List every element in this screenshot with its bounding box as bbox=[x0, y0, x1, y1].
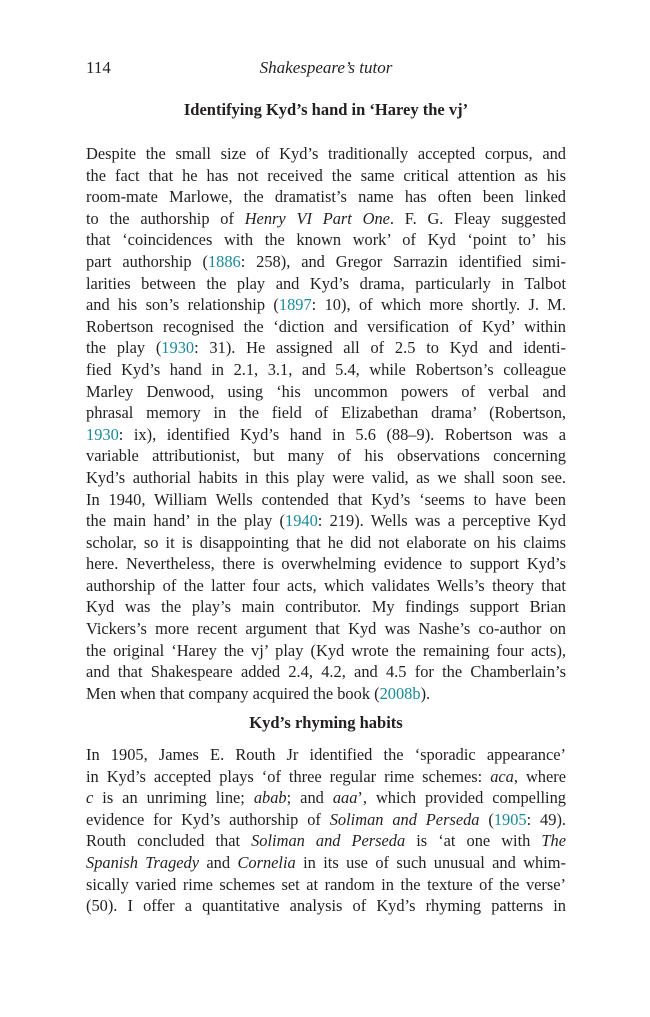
text-line: the original ‘Harey the vj’ play (Kyd wrote the remaining four acts), bbox=[86, 640, 566, 660]
text-line: here. Nevertheless, there is overwhelming evidence to support Kyd’s bbox=[86, 554, 566, 574]
running-head bbox=[86, 58, 566, 80]
citation-link[interactable]: 1930 bbox=[161, 338, 195, 358]
body-paragraph-1 bbox=[86, 143, 566, 704]
text-line: In 1940, William Wells contended that Kyd’s ‘seems to have been bbox=[86, 489, 566, 509]
italic-title: Soliman and Perseda bbox=[329, 809, 480, 829]
citation-link[interactable]: 2008b bbox=[379, 683, 421, 703]
text-line: and his son’s relationship (1897: 10), of which more shortly. J. M. bbox=[86, 295, 566, 315]
text-line: and that Shakespeare added 2.4, 4.2, and 4.5 for the Chamberlain’s bbox=[86, 662, 566, 682]
text-line: to the authorship of Henry VI Part One. F. G. Fleay suggested bbox=[86, 208, 567, 228]
italic-title: aca bbox=[490, 766, 514, 786]
text-line: fied Kyd’s hand in 2.1, 3.1, and 5.4, while Robertson’s colleague bbox=[86, 359, 566, 379]
text-line: Vickers’s more recent argument that Kyd was Nashe’s co-author on bbox=[86, 619, 566, 639]
text-line: Robertson recognised the ‘diction and versification of Kyd’ within bbox=[86, 316, 566, 336]
italic-title: abab bbox=[253, 788, 287, 808]
italic-title: Henry VI Part One bbox=[244, 208, 390, 228]
text-line: the main hand’ in the play (1940: 219). Wells was a perceptive Kyd bbox=[86, 511, 566, 531]
italic-title: Soliman and Perseda bbox=[251, 831, 406, 851]
text-line: the play (1930: 31). He assigned all of 2.5 to Kyd and identi- bbox=[86, 338, 566, 358]
text-line: c is an unriming line; abab; and aaa’, which provided compelling bbox=[86, 788, 566, 808]
running-title: Shakespeare’s tutor bbox=[259, 58, 393, 77]
section-heading-kyds-rhyming-habits: Kyd’s rhyming habits bbox=[249, 713, 403, 732]
italic-title: Cornelia bbox=[237, 852, 296, 872]
text-line: Despite the small size of Kyd’s traditionally accepted corpus, and bbox=[86, 144, 566, 163]
text-line: Men when that company acquired the book (2008b). bbox=[86, 683, 431, 703]
text-line: Spanish Tragedy and Cornelia in its use of such unusual and whim- bbox=[86, 852, 566, 872]
text-line: the fact that he has not received the same critical attention as his bbox=[86, 165, 566, 185]
text-line: room-mate Marlowe, the dramatist’s name has often been linked bbox=[86, 187, 566, 207]
italic-title: Spanish Tragedy bbox=[86, 852, 200, 872]
page-number: 114 bbox=[86, 58, 111, 77]
citation-link[interactable]: 1905 bbox=[493, 809, 527, 829]
citation-link[interactable]: 1897 bbox=[278, 295, 312, 315]
text-line: variable attributionist, but many of his observations concerning bbox=[86, 446, 566, 466]
text-line: Marley Denwood, using ‘his uncommon powers of verbal and bbox=[86, 381, 566, 401]
text-line: sically varied rime schemes set at random in the texture of the verse’ bbox=[86, 874, 566, 894]
italic-title: aaa bbox=[332, 788, 358, 808]
body-paragraph-2 bbox=[86, 744, 566, 917]
citation-link[interactable]: 1886 bbox=[207, 251, 241, 271]
text-line: Kyd was the play’s main contributor. My findings support Brian bbox=[86, 597, 566, 617]
italic-title: The bbox=[541, 831, 566, 851]
section-heading-identifying-kyds-hand: Identifying Kyd’s hand in ‘Harey the vj’ bbox=[183, 100, 469, 119]
text-line: In 1905, James E. Routh Jr identified the ‘sporadic appearance’ bbox=[86, 745, 566, 764]
citation-link[interactable]: 1930 bbox=[86, 424, 119, 444]
italic-title: c bbox=[86, 788, 94, 808]
text-line: phrasal memory in the field of Elizabethan drama’ (Robertson, bbox=[86, 403, 566, 423]
text-line: part authorship (1886: 258), and Gregor Sarrazin identified simi- bbox=[86, 251, 566, 271]
text-line: scholar, so it is disappointing that he did not elaborate on his claims bbox=[86, 532, 566, 552]
text-line: (50). I offer a quantitative analysis of Kyd’s rhyming patterns in bbox=[86, 896, 566, 916]
text-line: evidence for Kyd’s authorship of Soliman and Perseda (1905: 49). bbox=[86, 809, 566, 829]
text-line: larities between the play and Kyd’s drama, particularly in Talbot bbox=[86, 273, 566, 293]
citation-link[interactable]: 1940 bbox=[285, 511, 318, 531]
text-line: authorship of the latter four acts, which validates Wells’s theory that bbox=[86, 575, 566, 595]
text-line: that ‘coincidences with the known work’ of Kyd ‘point to’ his bbox=[86, 230, 566, 250]
text-line: 1930: ix), identified Kyd’s hand in 5.6 (88–9). Robertson was a bbox=[86, 424, 566, 444]
text-line: in Kyd’s accepted plays ‘of three regular rime schemes: aca, where bbox=[86, 766, 566, 786]
text-line: Routh concluded that Soliman and Perseda is ‘at one with The bbox=[86, 831, 566, 851]
text-line: Kyd’s authorial habits in this play were valid, as we shall soon see. bbox=[86, 467, 566, 487]
